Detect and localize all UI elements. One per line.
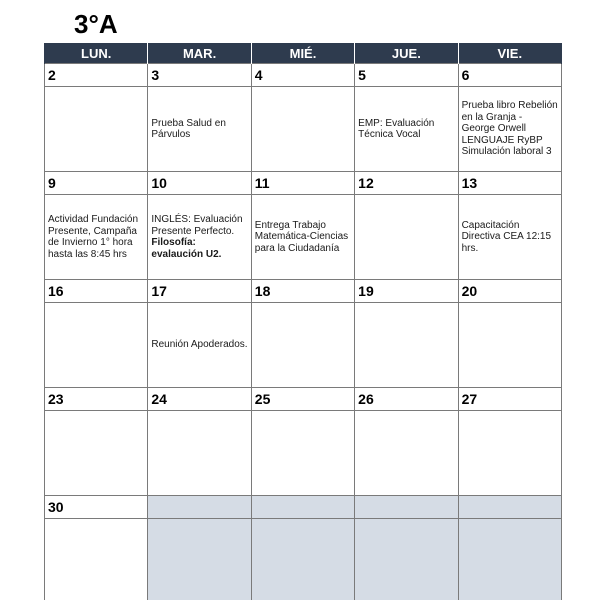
date-number: 9 bbox=[45, 172, 148, 195]
event-cell bbox=[355, 411, 458, 496]
weekday-header-fri: VIE. bbox=[458, 43, 561, 64]
event-cell bbox=[458, 411, 561, 496]
week-1-event-row bbox=[45, 87, 562, 172]
week-5-date-row bbox=[45, 496, 562, 519]
week-2-date-row bbox=[45, 172, 562, 195]
week-5-event-row bbox=[45, 519, 562, 600]
event-cell: Actividad Fundación Presente, Campaña de Invierno 1° hora hasta las 8:45 hrs bbox=[45, 195, 148, 280]
event-cell bbox=[355, 195, 458, 280]
weekday-header-wed: MIÉ. bbox=[251, 43, 354, 64]
weekday-header-mon: LUN. bbox=[45, 43, 148, 64]
empty-day-cell bbox=[251, 496, 354, 519]
event-cell bbox=[45, 303, 148, 388]
date-number: 26 bbox=[355, 388, 458, 411]
date-number: 20 bbox=[458, 280, 561, 303]
event-cell bbox=[251, 411, 354, 496]
calendar-grid bbox=[44, 43, 562, 600]
event-cell: Capacitación Directiva CEA 12:15 hrs. bbox=[458, 195, 561, 280]
date-number: 23 bbox=[45, 388, 148, 411]
event-cell bbox=[251, 303, 354, 388]
week-4-event-row bbox=[45, 411, 562, 496]
date-number: 12 bbox=[355, 172, 458, 195]
event-cell bbox=[45, 411, 148, 496]
event-cell bbox=[458, 303, 561, 388]
event-cell: Entrega Trabajo Matemática-Ciencias para la Ciudadanía bbox=[251, 195, 354, 280]
date-number: 19 bbox=[355, 280, 458, 303]
date-number: 13 bbox=[458, 172, 561, 195]
calendar-title: 3°A bbox=[74, 9, 118, 39]
date-number: 6 bbox=[458, 64, 561, 87]
event-cell bbox=[251, 87, 354, 172]
empty-day-cell bbox=[148, 496, 251, 519]
event-text: INGLÉS: Evaluación Presente Perfecto. bbox=[151, 214, 243, 237]
date-number: 18 bbox=[251, 280, 354, 303]
weekday-header-tue: MAR. bbox=[148, 43, 251, 64]
event-cell: Prueba Salud en Párvulos bbox=[148, 87, 251, 172]
empty-day-cell bbox=[458, 519, 561, 600]
date-number: 11 bbox=[251, 172, 354, 195]
week-4-date-row bbox=[45, 388, 562, 411]
week-2-event-row bbox=[45, 195, 562, 280]
date-number: 27 bbox=[458, 388, 561, 411]
week-3-event-row bbox=[45, 303, 562, 388]
event-text-bold: Filosofía: evalaución U2. bbox=[151, 237, 222, 260]
empty-day-cell bbox=[148, 519, 251, 600]
weekday-header-row bbox=[45, 43, 562, 64]
date-number: 25 bbox=[251, 388, 354, 411]
date-number: 17 bbox=[148, 280, 251, 303]
event-cell bbox=[148, 411, 251, 496]
empty-day-cell bbox=[355, 496, 458, 519]
date-number: 16 bbox=[45, 280, 148, 303]
event-cell: Reunión Apoderados. bbox=[148, 303, 251, 388]
event-cell: Prueba libro Rebelión en la Granja - George Orwell LENGUAJE RyBP Simulación laboral 3 bbox=[458, 87, 561, 172]
weekday-header-thu: JUE. bbox=[355, 43, 458, 64]
date-number: 3 bbox=[148, 64, 251, 87]
event-cell bbox=[148, 195, 251, 280]
event-cell bbox=[45, 519, 148, 600]
date-number: 5 bbox=[355, 64, 458, 87]
date-number: 2 bbox=[45, 64, 148, 87]
date-number: 10 bbox=[148, 172, 251, 195]
empty-day-cell bbox=[355, 519, 458, 600]
event-cell bbox=[355, 303, 458, 388]
empty-day-cell bbox=[251, 519, 354, 600]
event-cell: EMP: Evaluación Técnica Vocal bbox=[355, 87, 458, 172]
date-number: 30 bbox=[45, 496, 148, 519]
event-cell bbox=[45, 87, 148, 172]
date-number: 24 bbox=[148, 388, 251, 411]
empty-day-cell bbox=[458, 496, 561, 519]
week-3-date-row bbox=[45, 280, 562, 303]
date-number: 4 bbox=[251, 64, 354, 87]
week-1-date-row bbox=[45, 64, 562, 87]
